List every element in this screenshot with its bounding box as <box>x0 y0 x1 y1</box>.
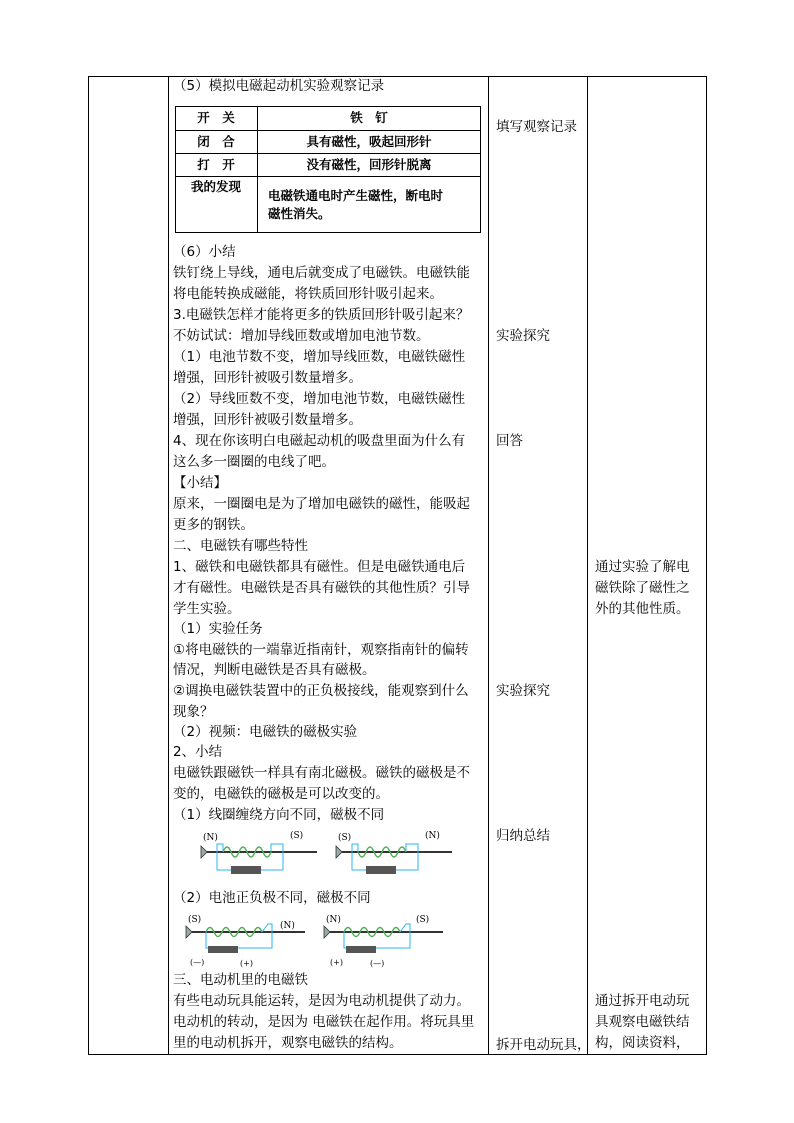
text-line: （2）导线匝数不变，增加电池节数，电磁铁磁性 <box>173 391 466 407</box>
text-line: ②调换电磁铁装置中的正负极接线，能观察到什么 <box>173 683 469 699</box>
electromagnet-diagram-b2 <box>318 910 448 968</box>
text-line: （1）实验任务 <box>173 621 263 637</box>
text-line: 才有磁性。电磁铁是否具有磁铁的其他性质？引导 <box>173 580 470 596</box>
text-line: 铁钉绕上导线，通电后就变成了电磁铁。电磁铁能 <box>173 265 470 281</box>
intent-line: 构，阅读资料， <box>595 1035 690 1051</box>
battery-icon <box>366 866 396 874</box>
intent-line: 通过拆开电动玩 <box>595 993 690 1009</box>
text-line: 原来，一圈圈电是为了增加电磁铁的磁性，能吸起 <box>173 496 470 512</box>
text-line: 增强，回形针被吸引数量增多。 <box>173 370 362 386</box>
battery-icon <box>346 946 376 953</box>
text-line: 学生实验。 <box>173 601 241 617</box>
text-line: 将电能转换成磁能，将铁质回形针吸引起来。 <box>173 286 443 302</box>
battery-icon <box>208 946 238 953</box>
electromagnet-diagram-a1 <box>195 826 325 878</box>
pole-label-right: (N) <box>425 831 440 841</box>
activity-disassemble: 拆开电动玩具， <box>496 1037 591 1053</box>
text-line: 电动机的转动，是因为 电磁铁在起作用。将玩具里 <box>173 1014 475 1030</box>
intent-line: 具观察电磁铁结 <box>595 1014 690 1030</box>
activity-experiment: 实验探究 <box>496 328 550 344</box>
text-line: 情况，判断电磁铁是否具有磁极。 <box>173 662 376 678</box>
text-line: 增强，回形针被吸引数量增多。 <box>173 412 362 428</box>
pole-label-left: (N) <box>326 915 341 925</box>
activity-summarize: 归纳总结 <box>496 828 550 844</box>
text-line: ①将电磁铁的一端靠近指南针，观察指南针的偏转 <box>173 642 469 658</box>
table-border-left <box>88 76 89 1055</box>
obs-finding-label: 我的发现 <box>190 179 241 194</box>
text-line: （1）线圈缠绕方向不同，磁极不同 <box>173 807 385 823</box>
text-line: 里的电动机拆开，观察电磁铁的结构。 <box>173 1035 403 1051</box>
text-line: 更多的钢铁。 <box>173 517 254 533</box>
obs-row-close-value: 具有磁性，吸起回形针 <box>306 134 432 149</box>
electromagnet-diagram-a2 <box>330 826 460 878</box>
intent-line: 通过实验了解电 <box>595 559 690 575</box>
obs-header-switch: 开 关 <box>197 110 235 125</box>
polarity-label-right: (—) <box>370 959 385 968</box>
activity-fill-record: 填写观察记录 <box>496 119 577 135</box>
pole-label-left: (N) <box>203 833 218 843</box>
table-border-right <box>706 76 707 1055</box>
pole-label-left: (S) <box>338 833 352 843</box>
text-line: 这么多一圈圈的电线了吧。 <box>173 454 335 470</box>
polarity-label-right: (+) <box>240 959 253 968</box>
text-line: 2、小结 <box>173 744 223 760</box>
obs-finding-text-2: 磁性消失。 <box>268 206 331 221</box>
battery-icon <box>231 866 261 874</box>
text-line: 变的，电磁铁的磁极是可以改变的。 <box>173 786 389 802</box>
polarity-label-left: (+) <box>330 958 343 967</box>
activity-experiment-2: 实验探究 <box>496 683 550 699</box>
text-line: 3.电磁铁怎样才能将更多的铁质回形针吸引起来？ <box>173 307 470 323</box>
obs-row-open-label: 打 开 <box>197 157 235 172</box>
obs-row-open-value: 没有磁性，回形针脱离 <box>306 157 432 172</box>
obs-header-nail: 铁 钉 <box>350 110 388 125</box>
pole-label-left: (S) <box>188 915 202 925</box>
pole-label-right: (S) <box>416 915 430 925</box>
text-line: 1、磁铁和电磁铁都具有磁性。但是电磁铁通电后 <box>173 559 466 575</box>
section-heading-3: 三、电动机里的电磁铁 <box>173 972 308 988</box>
activity-answer: 回答 <box>496 433 523 449</box>
intent-line: 外的其他性质。 <box>595 601 690 617</box>
table-border-bottom <box>88 1054 706 1055</box>
electromagnet-diagram-b1 <box>180 910 310 968</box>
table-col-divider-3 <box>587 76 588 1055</box>
obs-row-close-label: 闭 合 <box>197 134 235 149</box>
text-line: 电磁铁跟磁铁一样具有南北磁极。磁铁的磁极是不 <box>173 765 470 781</box>
text-line: 不妨试试：增加导线匝数或增加电池节数。 <box>173 328 430 344</box>
text-line: 有些电动玩具能运转，是因为电动机提供了动力。 <box>173 993 470 1009</box>
text-line: 【小结】 <box>173 475 227 491</box>
intent-line: 磁铁除了磁性之 <box>595 580 690 596</box>
text-line: （6）小结 <box>173 244 236 260</box>
text-line: 4、现在你该明白电磁起动机的吸盘里面为什么有 <box>173 433 466 449</box>
table-col-divider-1 <box>168 76 169 1055</box>
obs-finding-text-1: 电磁铁通电时产生磁性，断电时 <box>268 188 444 203</box>
text-line: 二、电磁铁有哪些特性 <box>173 538 308 554</box>
table-col-divider-2 <box>488 76 489 1055</box>
text-line: 现象？ <box>173 704 214 720</box>
pole-label-right: (N) <box>280 921 295 931</box>
pole-label-right: (S) <box>290 831 304 841</box>
text-line: （2）视频：电磁铁的磁极实验 <box>173 724 358 740</box>
text-line: （1）电池节数不变，增加导线匝数，电磁铁磁性 <box>173 349 466 365</box>
text-line: （2）电池正负极不同，磁极不同 <box>173 890 371 906</box>
polarity-label-left: (—) <box>190 958 205 967</box>
section-heading-5: （5）模拟电磁起动机实验观察记录 <box>173 78 385 94</box>
